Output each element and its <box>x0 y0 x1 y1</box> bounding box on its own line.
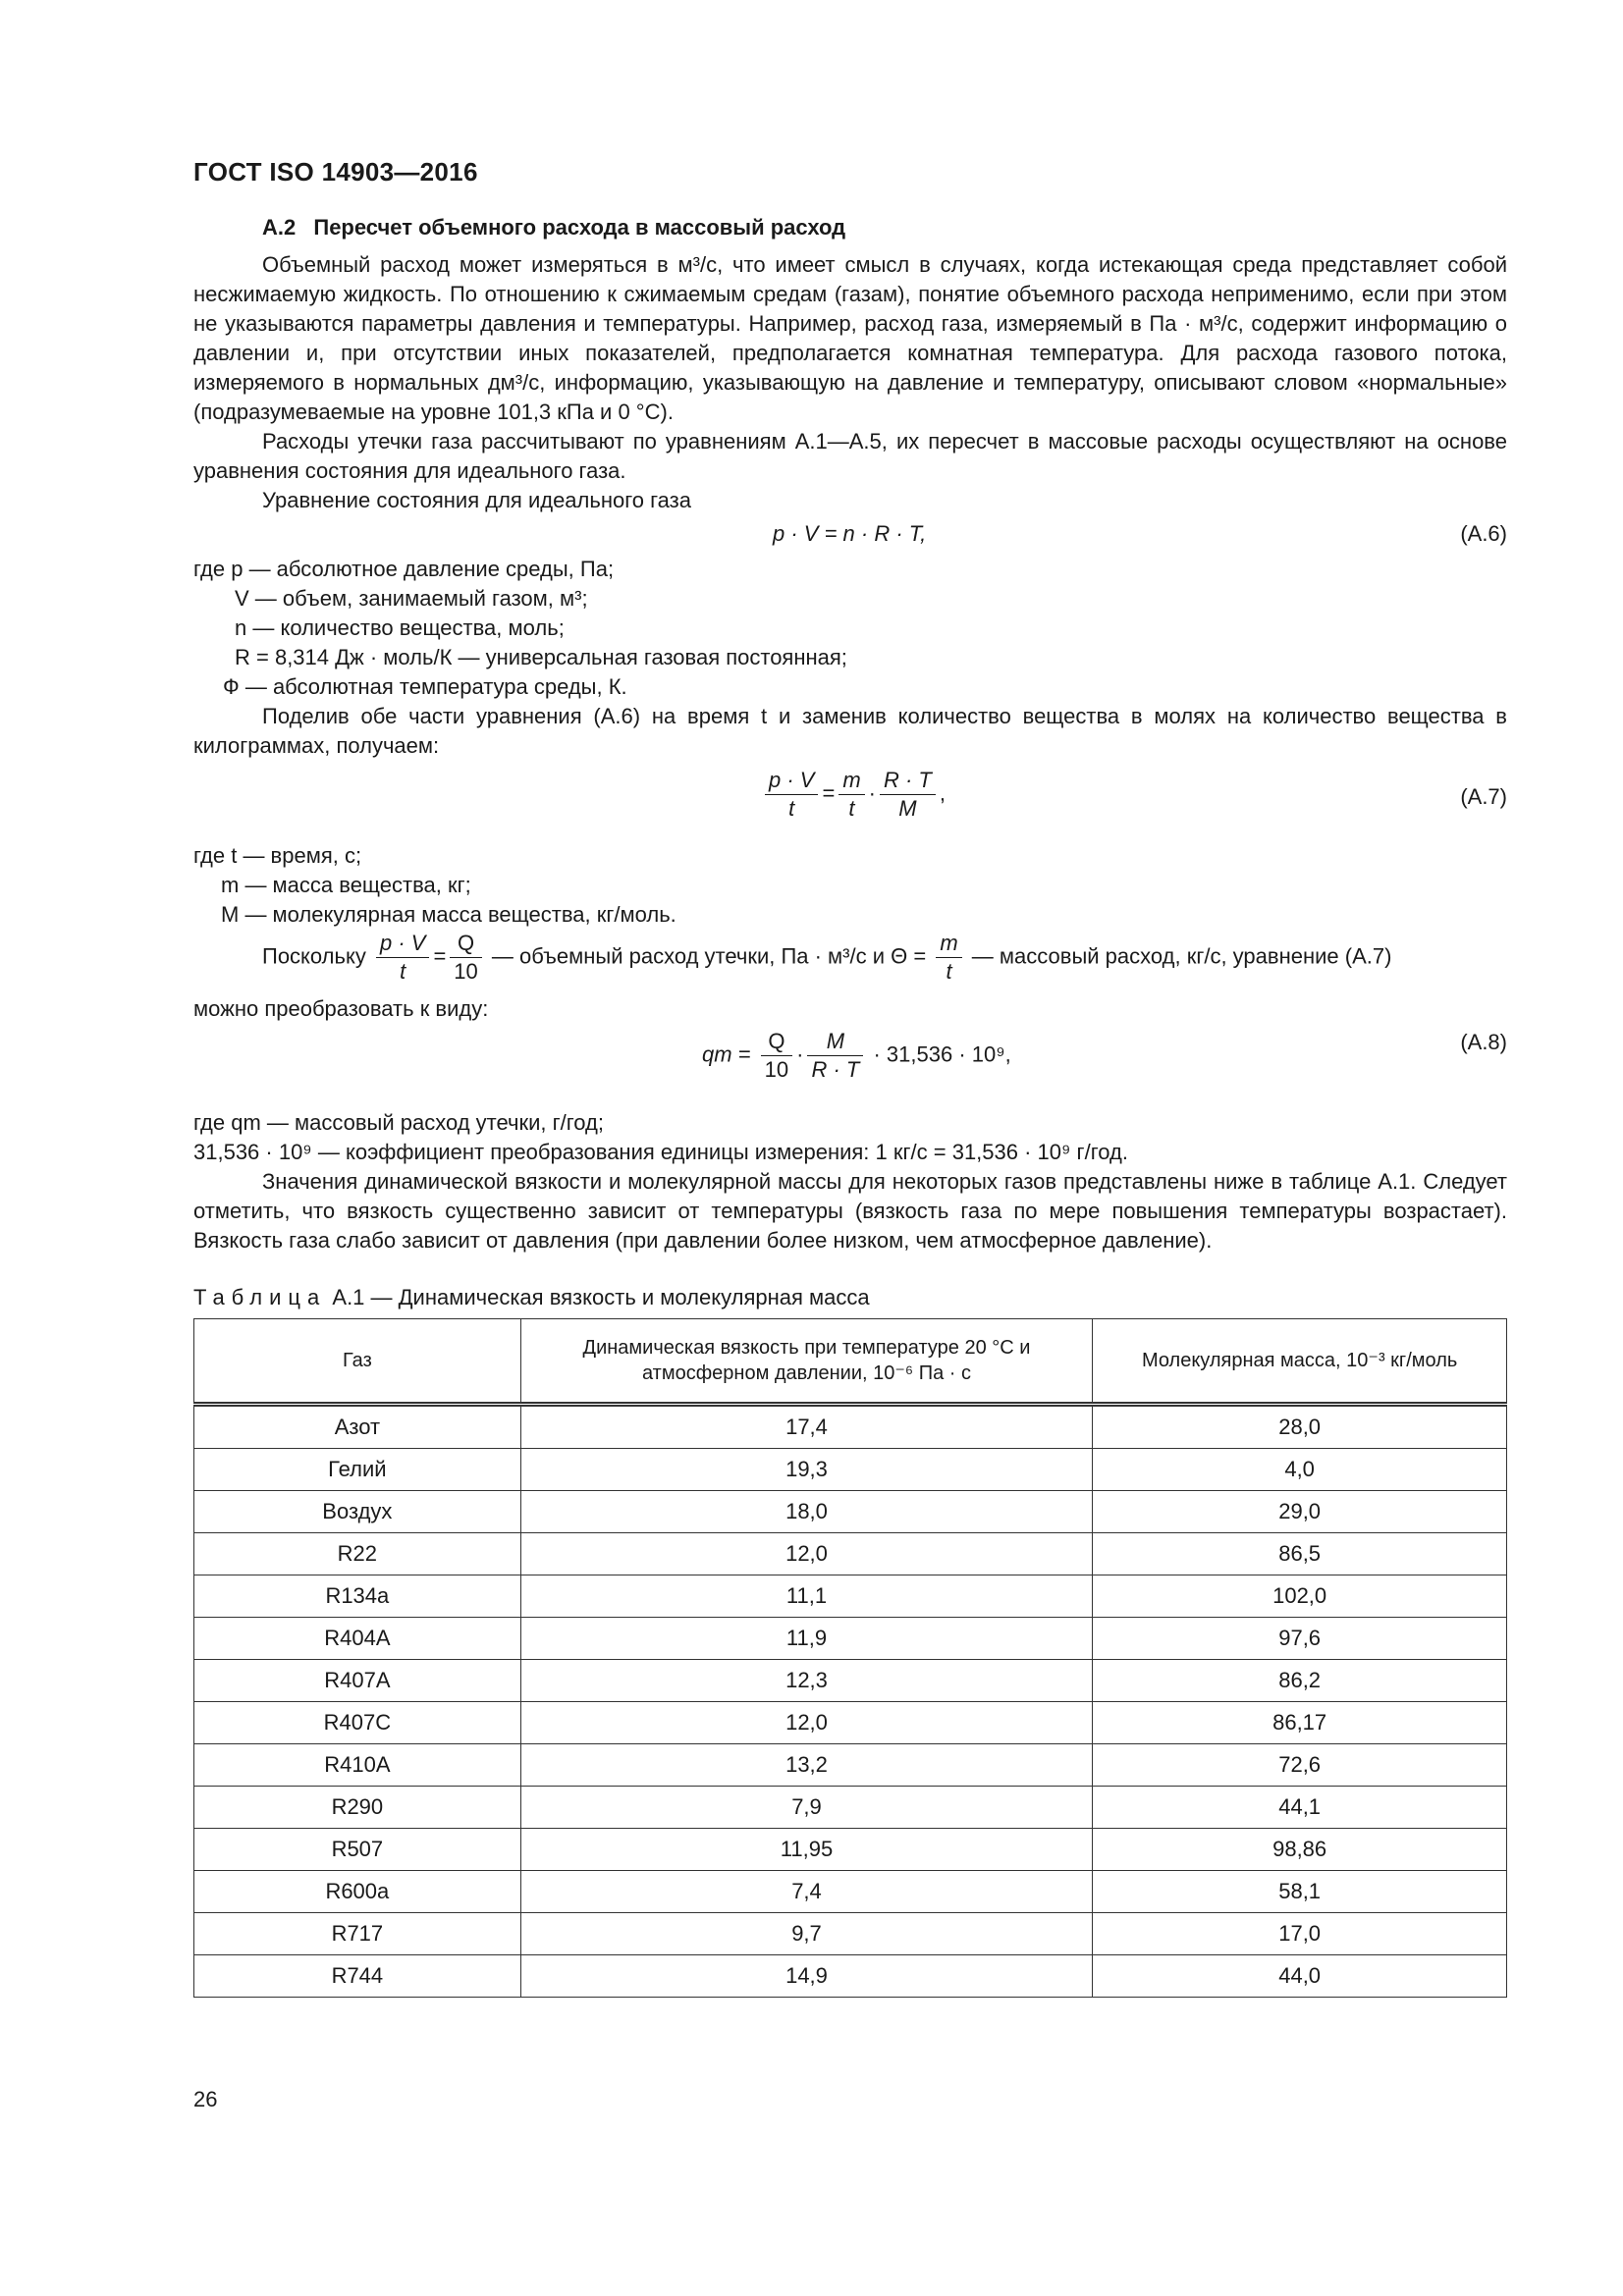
denominator: 10 <box>764 1057 789 1082</box>
denominator: t <box>788 796 795 821</box>
cell-viscosity: 9,7 <box>520 1913 1093 1955</box>
cell-gas: Воздух <box>194 1491 521 1533</box>
numerator: m <box>936 930 961 958</box>
cell-molar-mass: 4,0 <box>1093 1449 1507 1491</box>
fraction <box>880 767 936 823</box>
table-body <box>194 1405 1507 1998</box>
comma: , <box>939 780 946 806</box>
cell-gas: R717 <box>194 1913 521 1955</box>
equation-a7 <box>193 761 1507 837</box>
numerator: R · T <box>880 767 936 795</box>
column-header-molar-mass: Молекулярная масса, 10⁻³ кг/моль <box>1093 1319 1507 1405</box>
cell-molar-mass: 28,0 <box>1093 1405 1507 1449</box>
definition-line: где p — абсолютное давление среды, Па; <box>193 557 615 581</box>
cell-molar-mass: 29,0 <box>1093 1491 1507 1533</box>
table-row <box>194 1913 1507 1955</box>
denominator: t <box>400 959 406 984</box>
table-row <box>194 1491 1507 1533</box>
fraction <box>376 930 429 986</box>
definition-line: Ф — абсолютная температура среды, К. <box>223 674 627 699</box>
definition-line: R = 8,314 Дж · моль/К — универсальная газовая постоянная; <box>235 645 847 669</box>
document-header: ГОСТ ISO 14903—2016 <box>193 157 478 187</box>
cell-viscosity: 17,4 <box>520 1405 1093 1449</box>
cell-gas: R407A <box>194 1660 521 1702</box>
multiply-sign: · <box>796 1041 804 1067</box>
numerator: m <box>839 767 864 795</box>
table-header-row <box>194 1319 1507 1405</box>
table-row <box>194 1449 1507 1491</box>
paragraph-4: Поделив обе части уравнения (А.6) на время t и заменив количество вещества в молях на количество вещества в килограммах, получаем: <box>193 704 1507 758</box>
definitions-a7 <box>193 841 1507 930</box>
column-header-gas: Газ <box>194 1319 521 1405</box>
table-row <box>194 1702 1507 1744</box>
cell-molar-mass: 44,0 <box>1093 1955 1507 1998</box>
definition-line: где qm — массовый расход утечки, г/год; <box>193 1110 604 1135</box>
cell-gas: R744 <box>194 1955 521 1998</box>
table-row <box>194 1829 1507 1871</box>
cell-molar-mass: 86,2 <box>1093 1660 1507 1702</box>
coefficient: · 31,536 · 10⁹, <box>873 1041 1011 1067</box>
cell-viscosity: 12,0 <box>520 1533 1093 1575</box>
section-heading <box>193 215 1507 240</box>
numerator: Q <box>761 1028 792 1056</box>
cell-gas: R410A <box>194 1744 521 1787</box>
lhs: qm = <box>702 1041 751 1067</box>
equation-a8-number: (А.8) <box>1460 1030 1507 1054</box>
text-run: — объемный расход утечки, Па · м³/с и Θ = <box>491 943 927 969</box>
paragraph-1: Объемный расход может измеряться в м³/с, что имеет смысл в случаях, когда истекающая среда представляет собой несжимаемую жидкость. По отношению к сжимаемым средам (газам), понятие объемного расхода неприменимо, если при этом не указываются параметры давления и температуры. Например, расход газа, измеряемый в Па · м³/с, содержит информацию о давлении и, при отсутствии иных показателей, предполагается комнатная температура. Для расхода газового потока, измеряемого в нормальных дм³/с, информацию, указывающую на давление и температуру, описывают словом «нормальные» (подразумеваемые на уровне 101,3 кПа и 0 °С). <box>193 252 1507 424</box>
cell-molar-mass: 17,0 <box>1093 1913 1507 1955</box>
cell-viscosity: 12,3 <box>520 1660 1093 1702</box>
table-row <box>194 1955 1507 1998</box>
cell-gas: R22 <box>194 1533 521 1575</box>
cell-viscosity: 14,9 <box>520 1955 1093 1998</box>
cell-gas: R404A <box>194 1618 521 1660</box>
cell-molar-mass: 44,1 <box>1093 1787 1507 1829</box>
table-caption-word: Таблица <box>193 1285 327 1309</box>
numerator: Q <box>450 930 481 958</box>
numerator: p · V <box>376 930 429 958</box>
cell-molar-mass: 98,86 <box>1093 1829 1507 1871</box>
cell-viscosity: 7,9 <box>520 1787 1093 1829</box>
fraction <box>807 1028 863 1084</box>
cell-molar-mass: 102,0 <box>1093 1575 1507 1618</box>
cell-viscosity: 11,95 <box>520 1829 1093 1871</box>
cell-viscosity: 11,9 <box>520 1618 1093 1660</box>
cell-viscosity: 19,3 <box>520 1449 1093 1491</box>
gas-properties-table <box>193 1318 1507 1998</box>
cell-molar-mass: 97,6 <box>1093 1618 1507 1660</box>
cell-gas: Азот <box>194 1405 521 1449</box>
paragraph-2: Расходы утечки газа рассчитывают по уравнениям А.1—А.5, их пересчет в массовые расходы осуществляют на основе уравнения состояния для идеального газа. <box>193 429 1507 483</box>
cell-gas: R507 <box>194 1829 521 1871</box>
multiply-sign: · <box>868 780 876 806</box>
cell-molar-mass: 86,17 <box>1093 1702 1507 1744</box>
fraction <box>936 930 961 986</box>
table-row <box>194 1744 1507 1787</box>
cell-viscosity: 13,2 <box>520 1744 1093 1787</box>
text-run: Поскольку <box>262 943 366 969</box>
equation-a8 <box>193 1024 1507 1102</box>
document-page <box>193 157 1507 1998</box>
cell-viscosity: 18,0 <box>520 1491 1093 1533</box>
equation-a8-formula <box>702 1028 1011 1084</box>
definition-line: 31,536 · 10⁹ — коэффициент преобразования единицы измерения: 1 кг/с = 31,536 · 10⁹ г/год. <box>193 1140 1128 1164</box>
cell-molar-mass: 58,1 <box>1093 1871 1507 1913</box>
definitions-a8 <box>193 1108 1507 1167</box>
cell-gas: R290 <box>194 1787 521 1829</box>
table-row <box>194 1533 1507 1575</box>
paragraph-5 <box>193 930 1507 992</box>
cell-gas: Гелий <box>194 1449 521 1491</box>
cell-gas: R134a <box>194 1575 521 1618</box>
fraction <box>761 1028 792 1084</box>
denominator: 10 <box>454 959 478 984</box>
table-caption <box>193 1285 1507 1310</box>
table-caption-text: А.1 — Динамическая вязкость и молекулярная масса <box>332 1285 870 1309</box>
definition-line: n — количество вещества, моль; <box>235 615 565 640</box>
cell-molar-mass: 72,6 <box>1093 1744 1507 1787</box>
column-header-viscosity: Динамическая вязкость при температуре 20 °С и атмосферном давлении, 10⁻⁶ Па · с <box>520 1319 1093 1405</box>
table-row <box>194 1660 1507 1702</box>
definition-line: M — молекулярная масса вещества, кг/моль. <box>221 902 676 927</box>
cell-molar-mass: 86,5 <box>1093 1533 1507 1575</box>
equation-a7-number: (А.7) <box>1460 784 1507 809</box>
definition-line: V — объем, занимаемый газом, м³; <box>235 586 588 611</box>
paragraph-3: Уравнение состояния для идеального газа <box>262 488 691 512</box>
cell-gas: R407C <box>194 1702 521 1744</box>
cell-viscosity: 12,0 <box>520 1702 1093 1744</box>
text-run: — массовый расход, кг/с, уравнение (А.7) <box>971 943 1392 969</box>
table-row <box>194 1787 1507 1829</box>
fraction <box>839 767 864 823</box>
definition-line: m — масса вещества, кг; <box>221 873 471 897</box>
equals-sign: = <box>822 780 836 806</box>
cell-viscosity: 7,4 <box>520 1871 1093 1913</box>
section-number: А.2 <box>262 215 297 240</box>
fraction <box>765 767 818 823</box>
section-title: Пересчет объемного расхода в массовый расход <box>313 215 846 240</box>
denominator: M <box>898 796 917 821</box>
table-row <box>194 1575 1507 1618</box>
definition-line: где t — время, с; <box>193 843 362 868</box>
numerator: M <box>807 1028 863 1056</box>
fraction <box>450 930 481 986</box>
equation-a6-number: (А.6) <box>1460 521 1507 546</box>
equation-a7-formula <box>761 767 946 823</box>
table-row <box>194 1871 1507 1913</box>
table-row <box>194 1405 1507 1449</box>
equation-a6 <box>193 515 1507 555</box>
numerator: p · V <box>765 767 818 795</box>
table-row <box>194 1618 1507 1660</box>
cell-viscosity: 11,1 <box>520 1575 1093 1618</box>
definitions-a6 <box>193 555 1507 702</box>
paragraph-5-continuation: можно преобразовать к виду: <box>193 996 489 1021</box>
equals-sign: = <box>433 943 447 969</box>
cell-gas: R600a <box>194 1871 521 1913</box>
equation-a6-formula: p · V = n · R · T, <box>773 521 927 546</box>
denominator: t <box>848 796 855 821</box>
paragraph-6: Значения динамической вязкости и молекулярной массы для некоторых газов представлены ниже в таблице А.1. Следует отметить, что вязкость существенно зависит от температуры (вязкость газа по мере повышения температуры возрастает). Вязкость газа слабо зависит от давления (при давлении более низком, чем атмосферное давление). <box>193 1169 1507 1253</box>
denominator: R · T <box>811 1057 860 1082</box>
denominator: t <box>946 959 952 984</box>
page-number: 26 <box>193 2087 218 2111</box>
